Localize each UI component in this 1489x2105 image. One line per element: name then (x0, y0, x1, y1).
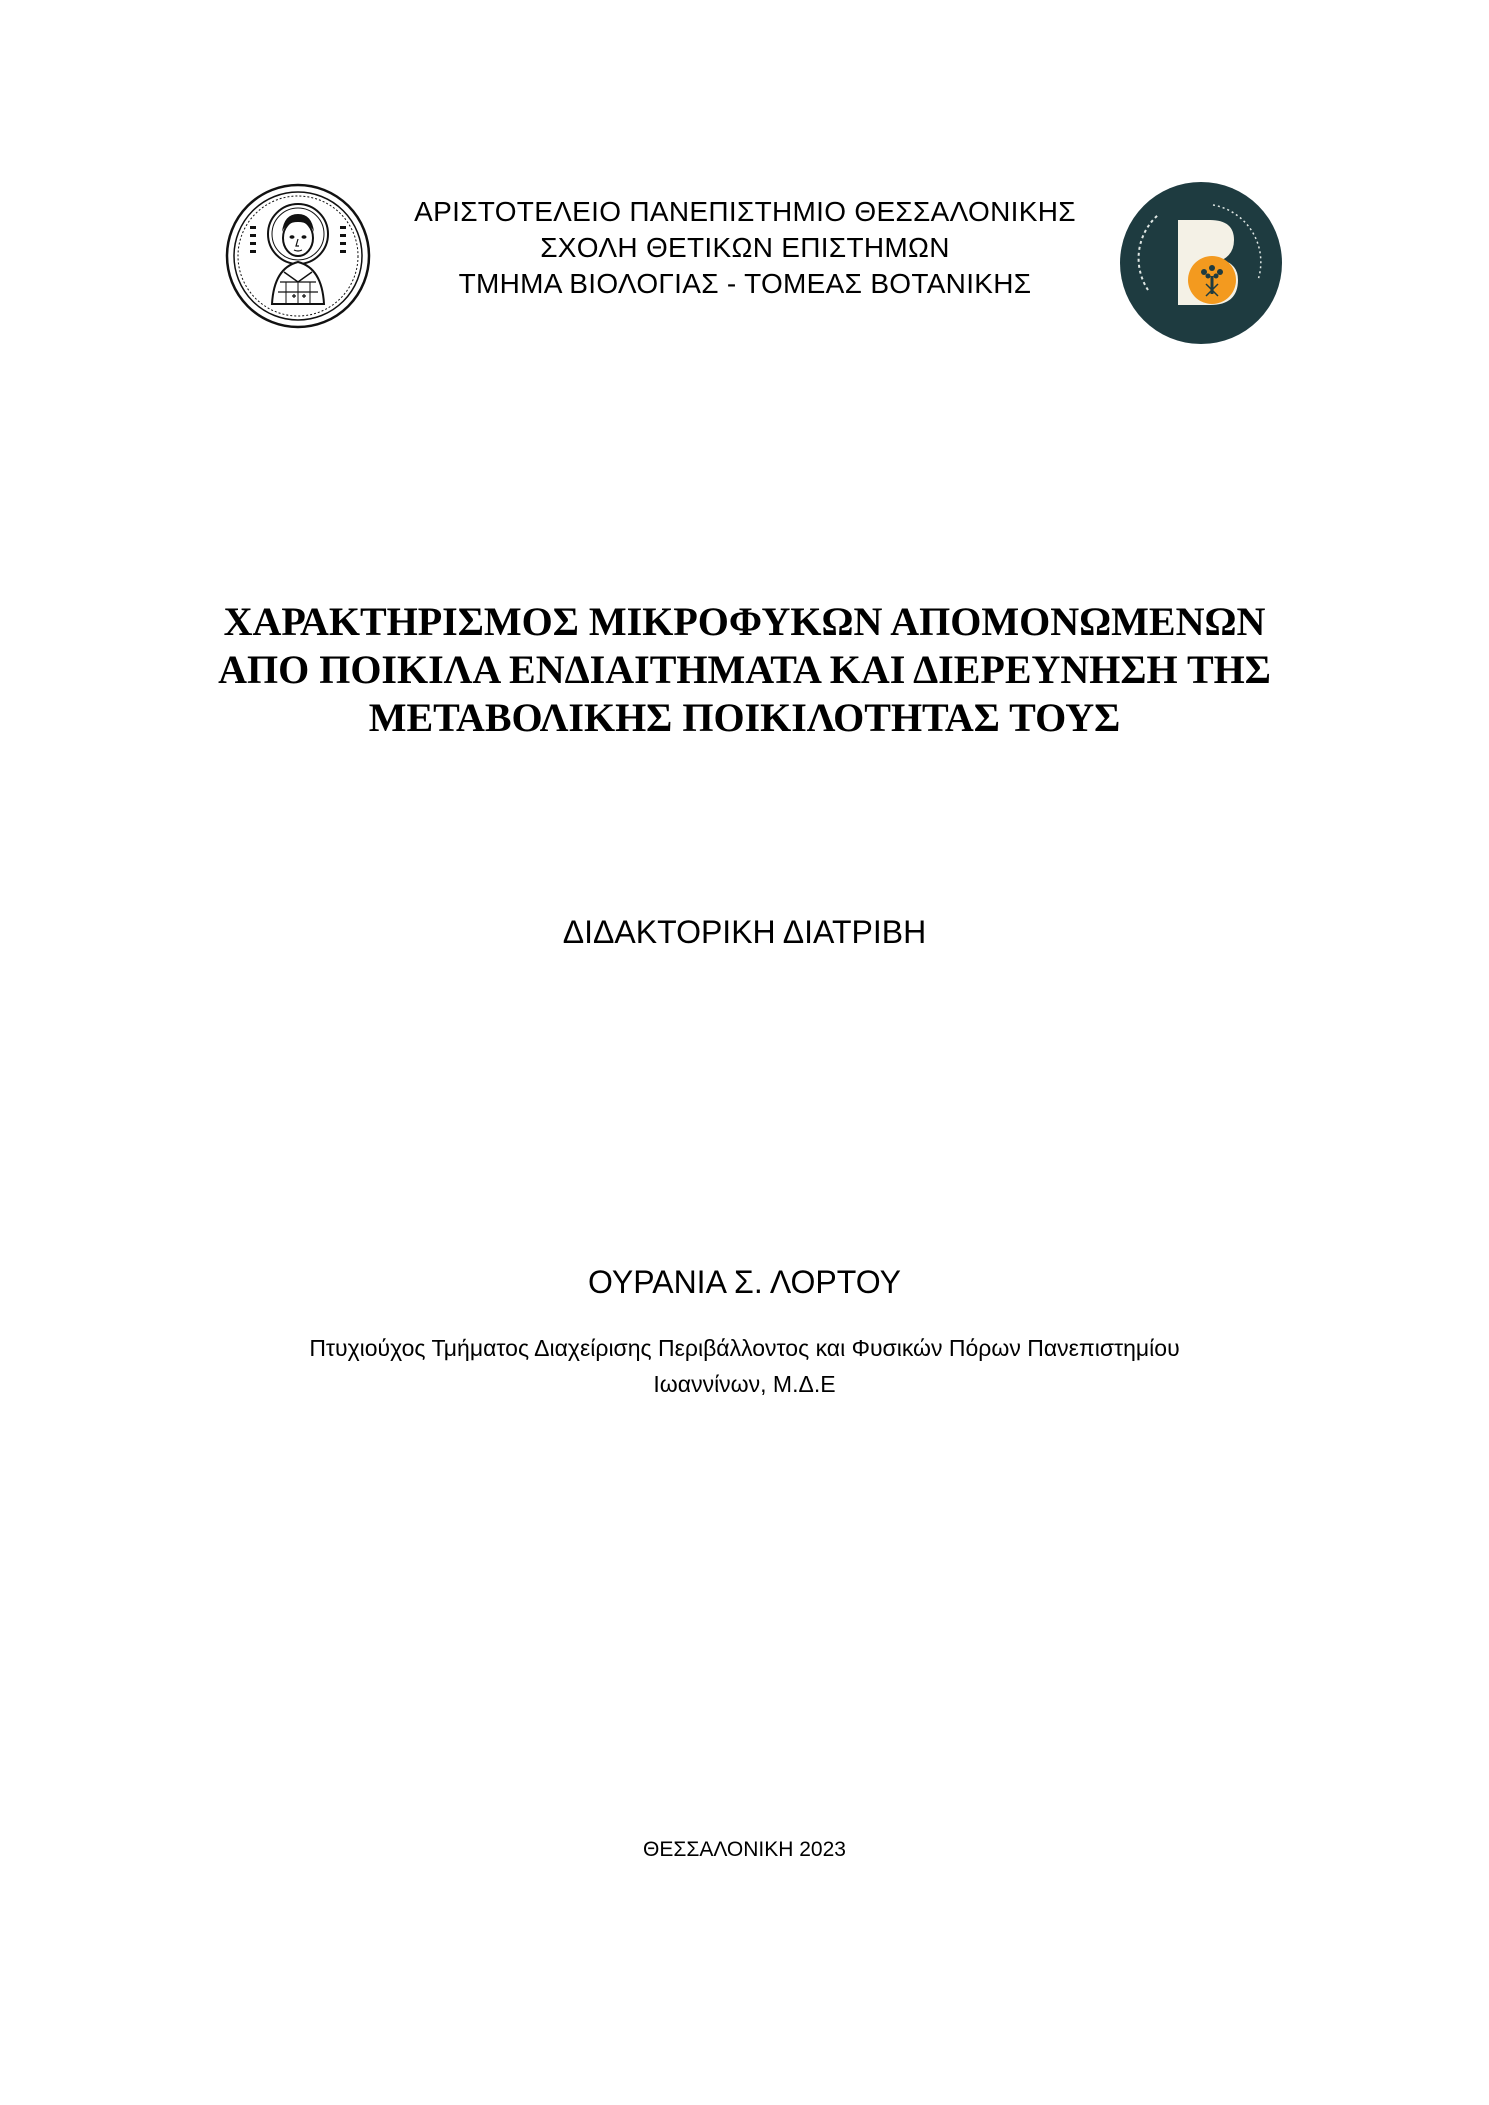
place-and-year: ΘΕΣΣΑΛΟΝΙΚΗ 2023 (643, 1838, 846, 1861)
author-degree (150, 1330, 1339, 1402)
thesis-title-line-1: ΧΑΡΑΚΤΗΡΙΣΜΟΣ ΜΙΚΡΟΦΥΚΩΝ ΑΠΟΜΟΝΩΜΕΝΩΝ (223, 599, 1266, 644)
author-degree-line-1: Πτυχιούχος Τμήματος Διαχείρισης Περιβάλλοντος και Φυσικών Πόρων Πανεπιστημίου (309, 1335, 1180, 1361)
department-name: ΤΜΗΜΑ ΒΙΟΛΟΓΙΑΣ - ΤΟΜΕΑΣ ΒΟΤΑΝΙΚΗΣ (458, 268, 1032, 299)
institution-header (372, 194, 1118, 302)
biology-department-logo-icon (1118, 180, 1284, 346)
author-degree-line-2: Ιωαννίνων, Μ.Δ.Ε (653, 1371, 836, 1397)
university-seal-icon (224, 182, 372, 330)
university-name: ΑΡΙΣΤΟΤΕΛΕΙΟ ΠΑΝΕΠΙΣΤΗΜΙΟ ΘΕΣΣΑΛΟΝΙΚΗΣ (414, 196, 1076, 227)
thesis-title-line-3: ΜΕΤΑΒΟΛΙΚΗΣ ΠΟΙΚΙΛΟΤΗΤΑΣ ΤΟΥΣ (368, 695, 1121, 740)
school-name: ΣΧΟΛΗ ΘΕΤΙΚΩΝ ΕΠΙΣΤΗΜΩΝ (540, 232, 950, 263)
author-name: ΟΥΡΑΝΙΑ Σ. ΛΟΡΤΟΥ (588, 1264, 901, 1300)
thesis-type: ΔΙΔΑΚΤΟΡΙΚΗ ΔΙΑΤΡΙΒΗ (562, 914, 927, 950)
thesis-title-line-2: ΑΠΟ ΠΟΙΚΙΛΑ ΕΝΔΙΑΙΤΗΜΑΤΑ ΚΑΙ ΔΙΕΡΕΥΝΗΣΗ ΤΗΣ (218, 647, 1271, 692)
thesis-title (150, 598, 1339, 742)
